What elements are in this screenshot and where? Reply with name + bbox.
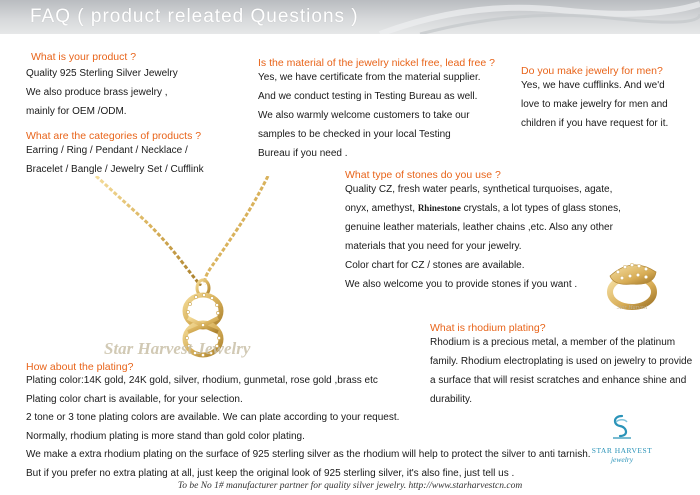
- watermark: Star Harvest Jewelry: [104, 339, 251, 358]
- question-product: What is your product ?: [31, 51, 137, 63]
- answer-line: Plating color chart is available, for your selection.: [26, 393, 243, 405]
- necklace-image: [78, 176, 338, 366]
- answer-line: Normally, rhodium plating is more stand than gold color plating.: [26, 430, 305, 442]
- answer-line: samples to be checked in your local Testing: [258, 129, 451, 140]
- answer-text: crystals, a lot types of glass stones,: [460, 203, 621, 214]
- answer-line: Color chart for CZ / stones are available.: [345, 260, 525, 271]
- answer-text: onyx, amethyst,: [345, 203, 418, 214]
- answer-categories: [26, 141, 204, 179]
- page-title: FAQ ( product releated Questions ): [30, 6, 359, 27]
- ring-watermark: Star Harvest: [616, 305, 648, 311]
- answer-line: [345, 199, 621, 218]
- answer-line: Quality CZ, fresh water pearls, synthetical turquoises, agate,: [345, 184, 613, 195]
- answer-line: Earring / Ring / Pendant / Necklace /: [26, 145, 188, 156]
- brand-logo: [582, 414, 662, 470]
- answer-men: [521, 76, 668, 133]
- answer-line: We also warmly welcome customers to take our: [258, 110, 470, 121]
- answer-line: Quality 925 Sterling Silver Jewelry: [26, 68, 178, 79]
- answer-nickel: [258, 68, 481, 163]
- answer-line: Rhodium is a precious metal, a member of the platinum: [430, 337, 676, 348]
- answer-line: children if you have request for it.: [521, 118, 669, 129]
- answer-line: We make a extra rhodium plating on the surface of 925 sterling silver as the rhodium will help to protect the silver to anti tarnish.: [26, 449, 591, 460]
- answer-line: We also produce brass jewelry ,: [26, 87, 168, 98]
- answer-plating: [26, 372, 591, 483]
- answer-line: Yes, we have cufflinks. And we'd: [521, 80, 665, 91]
- answer-line: love to make jewelry for men and: [521, 99, 668, 110]
- answer-line: family. Rhodium electroplating is used on jewelry to provide: [430, 356, 693, 367]
- logo-tagline: jewelry: [610, 455, 634, 464]
- answer-line: 2 tone or 3 tone plating colors are available. We can plate according to your request.: [26, 412, 400, 423]
- answer-line: Yes, we have certificate from the material supplier.: [258, 72, 481, 83]
- question-plating: How about the plating?: [26, 361, 134, 373]
- star-harvest-logo-icon: [607, 414, 637, 440]
- answer-stones: [345, 180, 621, 294]
- answer-line: But if you prefer no extra plating at all, just keep the original look of 925 sterling silver, it's also fine, just tell us .: [26, 467, 515, 479]
- answer-line: mainly for OEM /ODM.: [26, 106, 127, 117]
- answer-line: Bureau if you need .: [258, 148, 348, 159]
- footer-text: To be No 1# manufacturer partner for quality silver jewelry. http://www.starharvestcn.com: [177, 481, 523, 491]
- logo-name: STAR HARVEST: [591, 446, 653, 455]
- answer-line: Plating color:14K gold, 24K gold, silver, rhodium, gunmetal, rose gold ,brass etc: [26, 375, 378, 386]
- question-rhodium: What is rhodium plating?: [430, 322, 546, 334]
- answer-product: [26, 64, 178, 121]
- question-categories: What are the categories of products ?: [26, 130, 202, 142]
- answer-line: materials that you need for your jewelry.: [345, 241, 522, 252]
- answer-line: a surface that will resist scratches and enhance shine and: [430, 375, 687, 386]
- rhinestone-text: Rhinestone: [417, 203, 461, 213]
- question-stones: What type of stones do you use ?: [345, 169, 501, 181]
- answer-line: durability.: [430, 394, 473, 405]
- answer-line: We also welcome you to provide stones if you want .: [345, 279, 578, 290]
- header-bar: [0, 0, 700, 34]
- answer-line: And we conduct testing in Testing Bureau as well.: [258, 91, 478, 102]
- answer-line: Bracelet / Bangle / Jewelry Set / Cufflink: [26, 164, 204, 175]
- question-nickel: Is the material of the jewelry nickel free, lead free ?: [258, 57, 495, 69]
- answer-line: genuine leather materials, leather chains ,etc. Also any other: [345, 222, 613, 233]
- question-men: Do you make jewelry for men?: [521, 65, 663, 77]
- ring-image: [596, 252, 668, 314]
